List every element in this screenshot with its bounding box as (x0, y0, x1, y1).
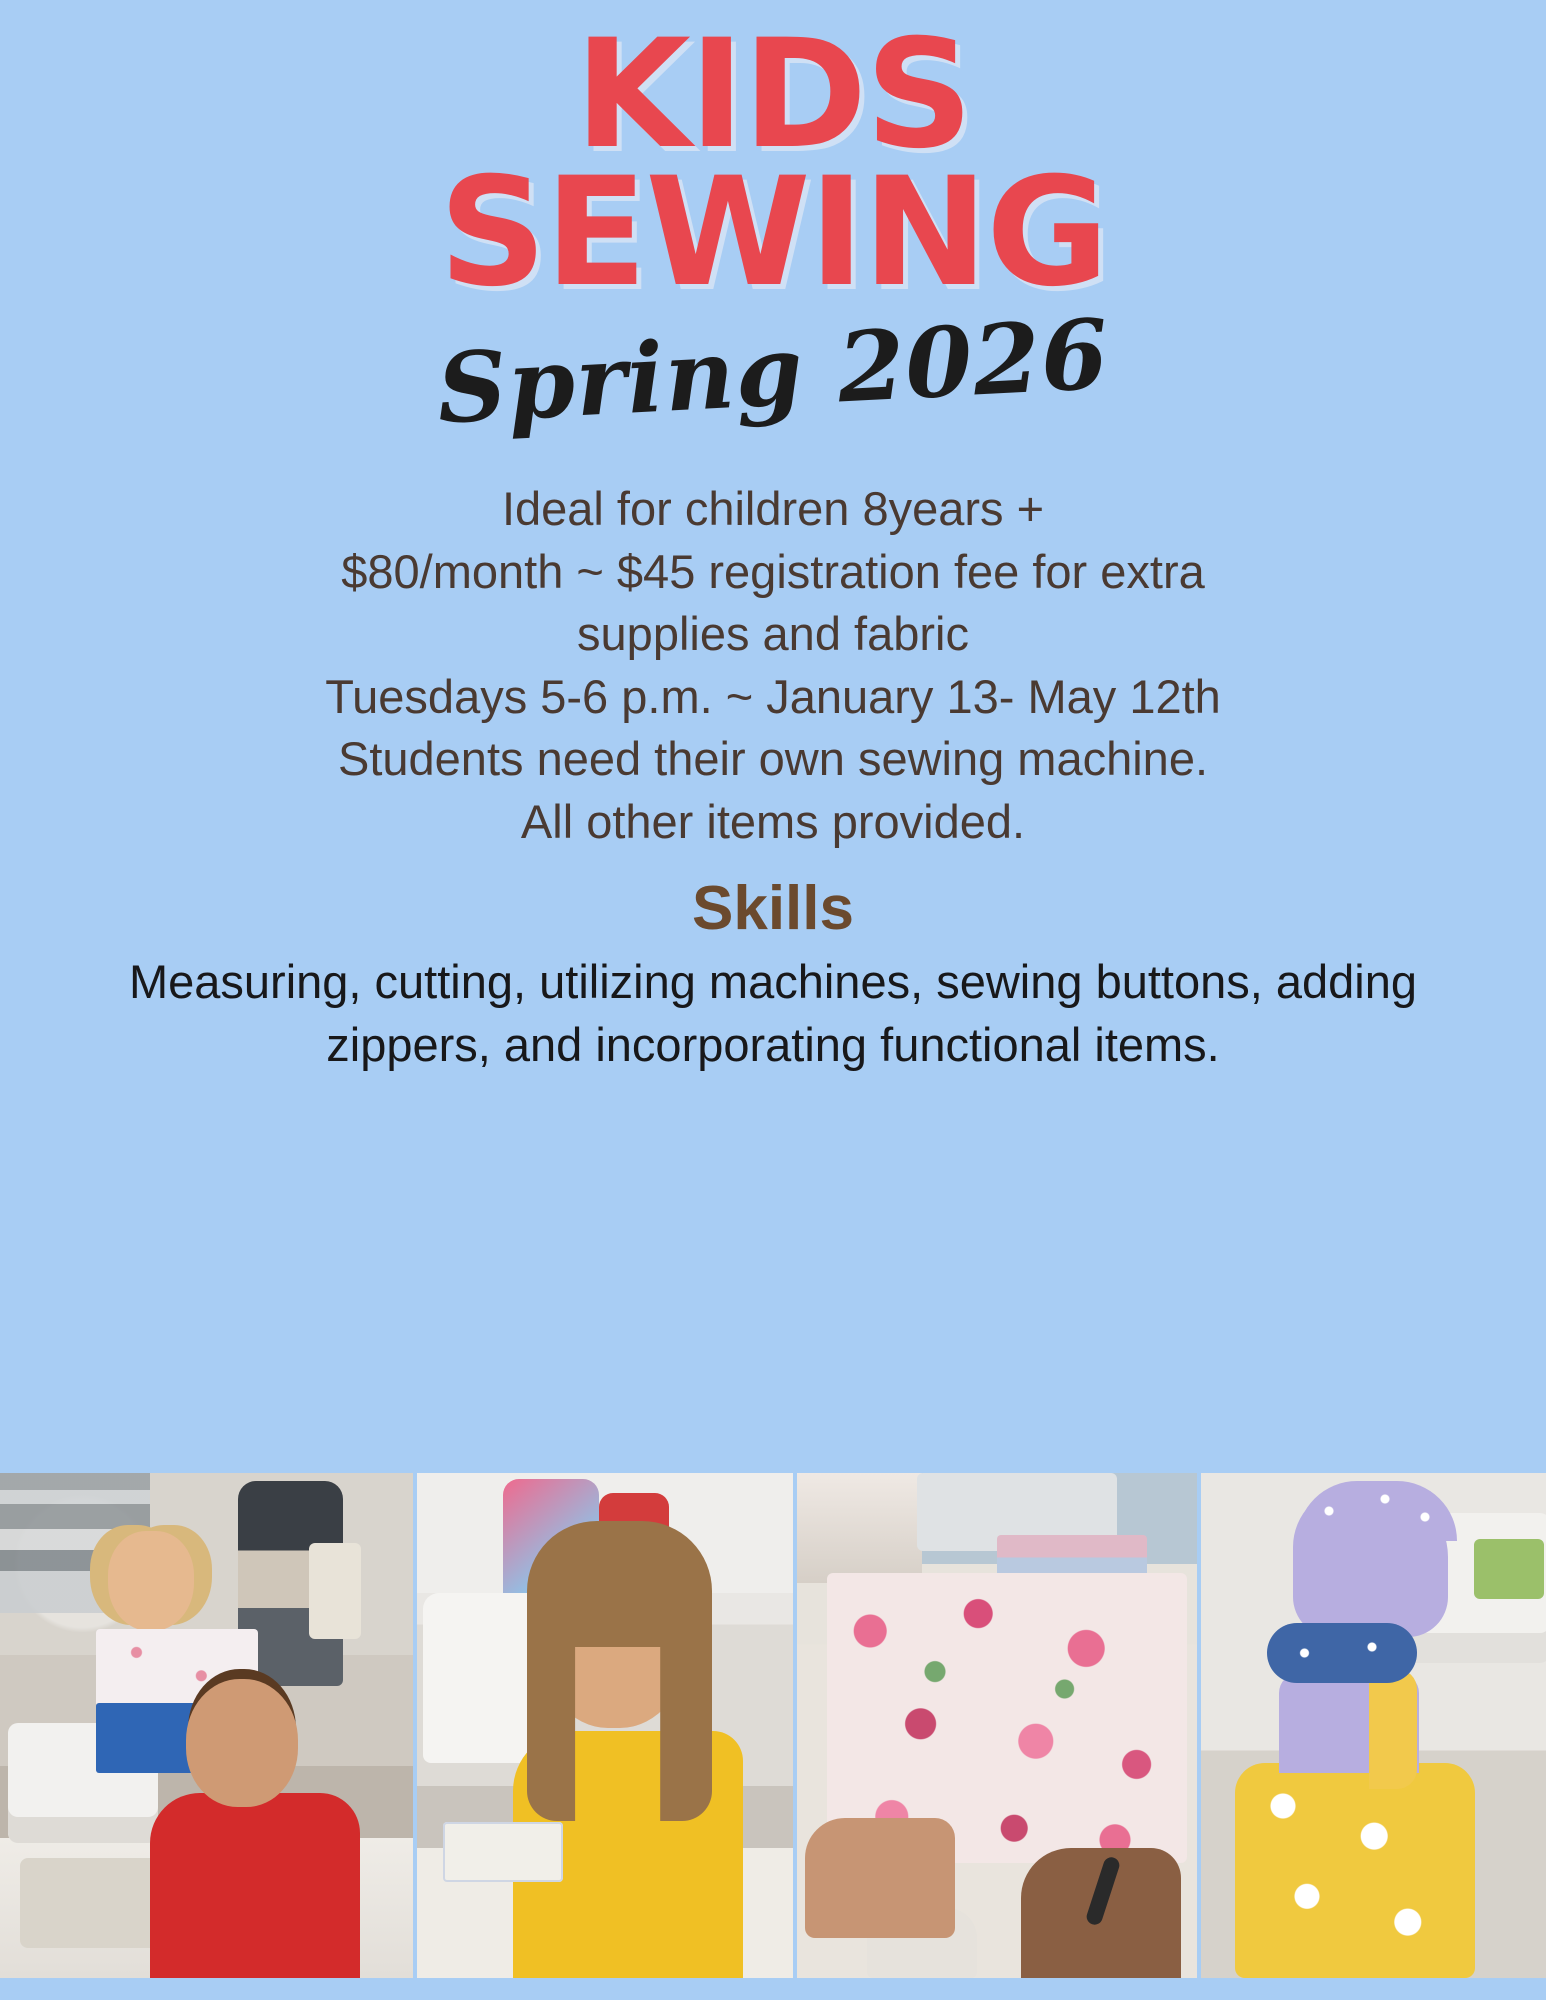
doll-blue-scarf (1267, 1623, 1417, 1683)
detail-line-3: supplies and fabric (577, 607, 969, 660)
green-machine-accent (1474, 1539, 1544, 1599)
doll-yellow-skirt (1235, 1763, 1475, 1978)
doll-bonnet (1297, 1481, 1457, 1541)
tote-bag (309, 1543, 361, 1639)
detail-line-1: Ideal for children 8years + (501, 482, 1045, 535)
photo-floral-fabric-on-table (797, 1473, 1197, 1978)
skills-heading: Skills (692, 874, 854, 943)
detail-line-5: Students need their own sewing machine. (337, 732, 1209, 785)
page-title-line1: KIDS (574, 8, 972, 182)
doll-yellow-collar (1369, 1669, 1417, 1789)
girl-seated-shirt (150, 1793, 360, 1978)
subtitle-script: Spring 2026 (434, 297, 1112, 446)
star-print-fabric (443, 1822, 563, 1882)
draped-fabric (797, 1473, 922, 1583)
headline-block (0, 0, 1546, 446)
photo-girl-sewing-at-machine (417, 1473, 793, 1978)
photo-two-girls-holding-fabric (0, 1473, 413, 1978)
photo-strip (0, 1473, 1546, 1978)
skills-line-3: functional items. (880, 1017, 1220, 1071)
left-hand (805, 1818, 955, 1938)
detail-line-4: Tuesdays 5-6 p.m. ~ January 13- May 12th (325, 669, 1221, 723)
detail-line-6: All other items provided. (520, 794, 1026, 848)
girl-standing-head (108, 1531, 194, 1631)
page-title-line2: SEWING (438, 146, 1108, 320)
skills-line-2: buttons, adding zippers, and incorporating (326, 955, 1418, 1071)
photo-doll-in-handmade-dress (1201, 1473, 1546, 1978)
detail-line-2: $80/month ~ $45 registration fee for extra (341, 544, 1205, 598)
skills-text-block (0, 951, 1546, 1076)
girl-seated-head (186, 1679, 298, 1807)
details-block (0, 478, 1546, 853)
skills-line-1: Measuring, cutting, utilizing machines, sewing (128, 955, 1083, 1009)
